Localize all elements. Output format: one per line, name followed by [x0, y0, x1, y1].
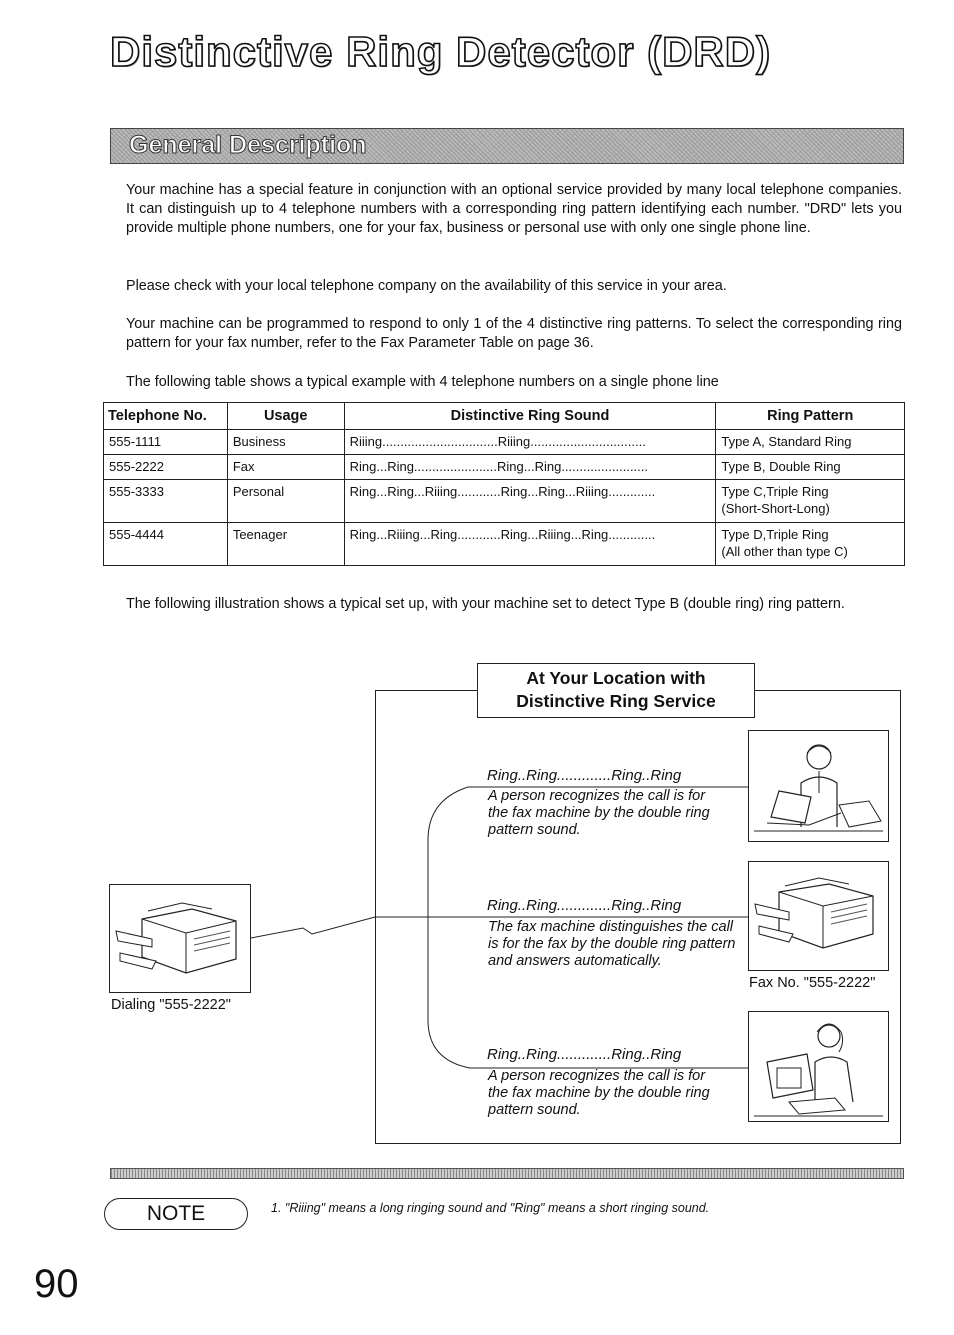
col-header-usage: Usage: [227, 403, 344, 430]
col-header-sound: Distinctive Ring Sound: [344, 403, 716, 430]
person-computer-icon: [749, 1012, 888, 1121]
pattern-subline: (All other than type C): [721, 544, 848, 559]
pattern-line: Type C,Triple Ring: [721, 484, 829, 499]
fax-machine-location-image: [748, 861, 889, 971]
intro-paragraph: Your machine has a special feature in conjunction with an optional service provided by many local telephone companies. It can distinguish up to 4 telephone numbers with a corresponding ring pattern identifying each number. "DRD" lets you provide multiple phone numbers, one for your fax, business or personal use with only one single phone line.: [126, 182, 902, 236]
programming-paragraph: Your machine can be programmed to respond to only 1 of the 4 distinctive ring patterns. To select the corresponding ring pattern for your fax number, refer to the Fax Parameter Table on page 36.: [126, 316, 902, 351]
pattern-subline: (Short-Short-Long): [721, 501, 830, 516]
cell-usage: Teenager: [227, 523, 344, 566]
cell-sound: Ring...Ring.......................Ring...Ring........................: [344, 455, 716, 480]
note-label: NOTE: [104, 1198, 248, 1230]
note-divider-band: [110, 1168, 904, 1179]
fax-machine-icon: [749, 862, 888, 970]
ring-description: A person recognizes the call is for the fax machine by the double ring pattern sound.: [488, 1068, 710, 1118]
ring-description: A person recognizes the call is for the fax machine by the double ring pattern sound.: [488, 788, 710, 838]
ring-pattern-label: Ring..Ring.............Ring..Ring: [487, 1046, 682, 1063]
illustration-intro-paragraph: The following illustration shows a typical set up, with your machine set to detect Type B (double ring) ring pattern.: [126, 596, 845, 612]
dialing-caption: Dialing "555-2222": [111, 997, 231, 1013]
cell-usage: Personal: [227, 480, 344, 523]
ring-pattern-label: Ring..Ring.............Ring..Ring: [487, 767, 682, 784]
location-title-line1: At Your Location with: [526, 668, 706, 688]
fax-machine-icon: [110, 885, 250, 992]
pattern-line: Type A, Standard Ring: [721, 434, 852, 449]
cell-usage: Fax: [227, 455, 344, 480]
location-title-box: [477, 663, 755, 718]
location-title-line2: Distinctive Ring Service: [516, 691, 716, 711]
note-text: 1. "Riiing" means a long ringing sound and "Ring" means a short ringing sound.: [271, 1201, 710, 1215]
cell-sound: Riiing................................Riiing................................: [344, 430, 716, 455]
table-intro-paragraph: The following table shows a typical example with 4 telephone numbers on a single phone line: [126, 374, 719, 390]
ring-pattern-label: Ring..Ring.............Ring..Ring: [487, 897, 682, 914]
person-at-computer-image: [748, 1011, 889, 1122]
ring-description: The fax machine distinguishes the call is for the fax by the double ring pattern and answers automatically.: [488, 919, 736, 969]
pattern-line: Type B, Double Ring: [721, 459, 841, 474]
page-title: Distinctive Ring Detector (DRD): [110, 28, 772, 75]
col-header-telephone: Telephone No.: [104, 403, 228, 430]
availability-paragraph: Please check with your local telephone company on the availability of this service in your area.: [126, 278, 727, 294]
cell-sound: Ring...Riiing...Ring............Ring...Riiing...Ring.............: [344, 523, 716, 566]
pattern-line: Type D,Triple Ring: [721, 527, 829, 542]
page-number: 90: [34, 1262, 79, 1306]
cell-telephone: 555-2222: [104, 455, 228, 480]
person-laptop-icon: [749, 731, 888, 841]
cell-telephone: 555-3333: [104, 480, 228, 523]
cell-usage: Business: [227, 430, 344, 455]
section-title: General Description: [129, 131, 367, 159]
cell-telephone: 555-4444: [104, 523, 228, 566]
cell-sound: Ring...Ring...Riiing............Ring...Ring...Riiing.............: [344, 480, 716, 523]
col-header-pattern: Ring Pattern: [716, 403, 905, 430]
fax-number-caption: Fax No. "555-2222": [749, 975, 876, 991]
cell-telephone: 555-1111: [104, 430, 228, 455]
person-at-desk-image: [748, 730, 889, 842]
sending-fax-image: [109, 884, 251, 993]
